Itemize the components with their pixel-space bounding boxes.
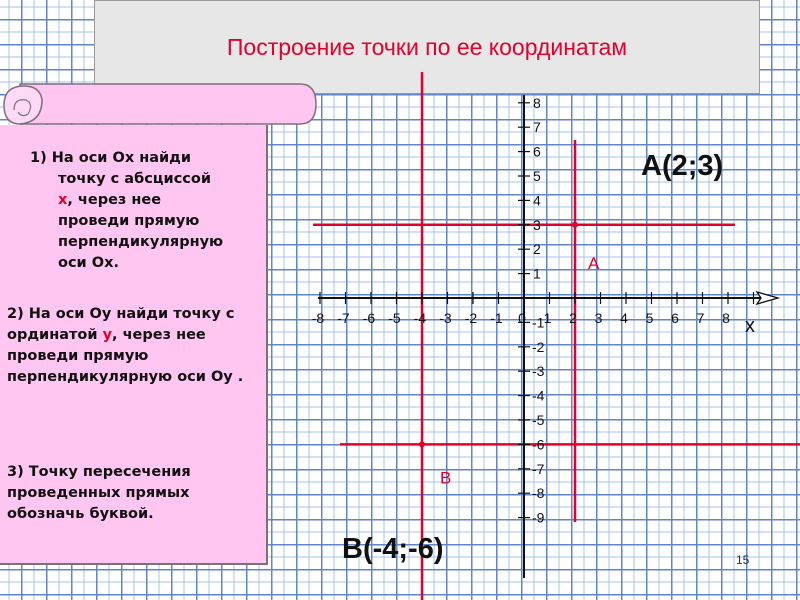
x-tick-label: 4 — [620, 310, 628, 326]
x-tick-label: -8 — [311, 310, 325, 326]
y-tick-label: -8 — [532, 485, 545, 502]
x-tick-label: -6 — [362, 310, 376, 326]
x-tick-label: 8 — [722, 310, 730, 326]
y-tick-label: 6 — [533, 143, 541, 160]
y-tick-label: 3 — [533, 216, 541, 233]
point-b-label: B — [440, 468, 452, 488]
step2-text: 2) На оси Оу найди точку с ординатой — [7, 306, 235, 343]
step2-variable: у — [102, 327, 113, 343]
point-a-heading: A(2;3) — [641, 150, 724, 182]
x-tick-label: 6 — [671, 310, 679, 326]
y-tick-label: 5 — [533, 168, 541, 184]
step1-line4: проведи прямую — [58, 213, 200, 229]
step1-variable: х — [58, 192, 68, 208]
y-tick-label: -3 — [532, 363, 545, 380]
step1-line5: перпендикулярную — [58, 234, 224, 250]
y-tick-label: -4 — [532, 387, 545, 404]
y-tick-label: 4 — [533, 192, 541, 209]
x-tick-label: -1 — [490, 310, 503, 326]
step1-line6: оси Ох. — [58, 255, 119, 271]
step1-line2: точку с абсциссой — [58, 171, 212, 187]
x-tick-label: -3 — [439, 310, 452, 326]
y-tick-label: 1 — [533, 265, 541, 282]
x-tick-label: 3 — [594, 310, 603, 326]
y-tick-label: -9 — [532, 509, 545, 526]
points — [419, 222, 600, 488]
y-tick-label: -5 — [532, 412, 545, 428]
x-tick-label: -7 — [337, 310, 350, 326]
x-tick-label: 0 — [518, 310, 526, 326]
x-tick-label: 7 — [696, 310, 705, 326]
x-axis-label: х — [745, 315, 755, 337]
y-tick-label: -7 — [532, 460, 545, 477]
y-tick-label: -6 — [532, 436, 545, 453]
step1-line1: 1) На оси Ох найди — [30, 150, 192, 166]
construction-lines — [313, 72, 800, 600]
y-tick-label: 7 — [533, 119, 541, 136]
y-tick-label: 8 — [533, 94, 541, 111]
x-tick-label: -2 — [464, 310, 478, 326]
page-number: 15 — [736, 553, 750, 567]
step3-text: 3) Точку пересечения проведенных прямых обозначь буквой. — [7, 464, 191, 522]
x-tick-label: 1 — [543, 310, 552, 326]
y-tick-label: 2 — [533, 241, 541, 258]
x-tick-label: 2 — [569, 310, 577, 326]
x-tick-label: 5 — [645, 310, 654, 326]
step2-tail: , через нее проведи прямую перпендикулярную оси Оу . — [7, 327, 244, 385]
point-b-heading: B(-4;-6) — [342, 533, 444, 565]
point-a-dot — [572, 222, 578, 228]
y-tick-label: -1 — [532, 314, 545, 331]
step1-line3: , через нее — [67, 192, 162, 208]
y-tick-label: -2 — [532, 338, 545, 355]
slide-title: Построение точки по ее координатам — [226, 33, 628, 60]
point-b-dot — [419, 441, 425, 447]
x-tick-label: -5 — [388, 310, 401, 326]
x-tick-label: -4 — [413, 310, 427, 326]
point-a-label: A — [588, 253, 600, 273]
